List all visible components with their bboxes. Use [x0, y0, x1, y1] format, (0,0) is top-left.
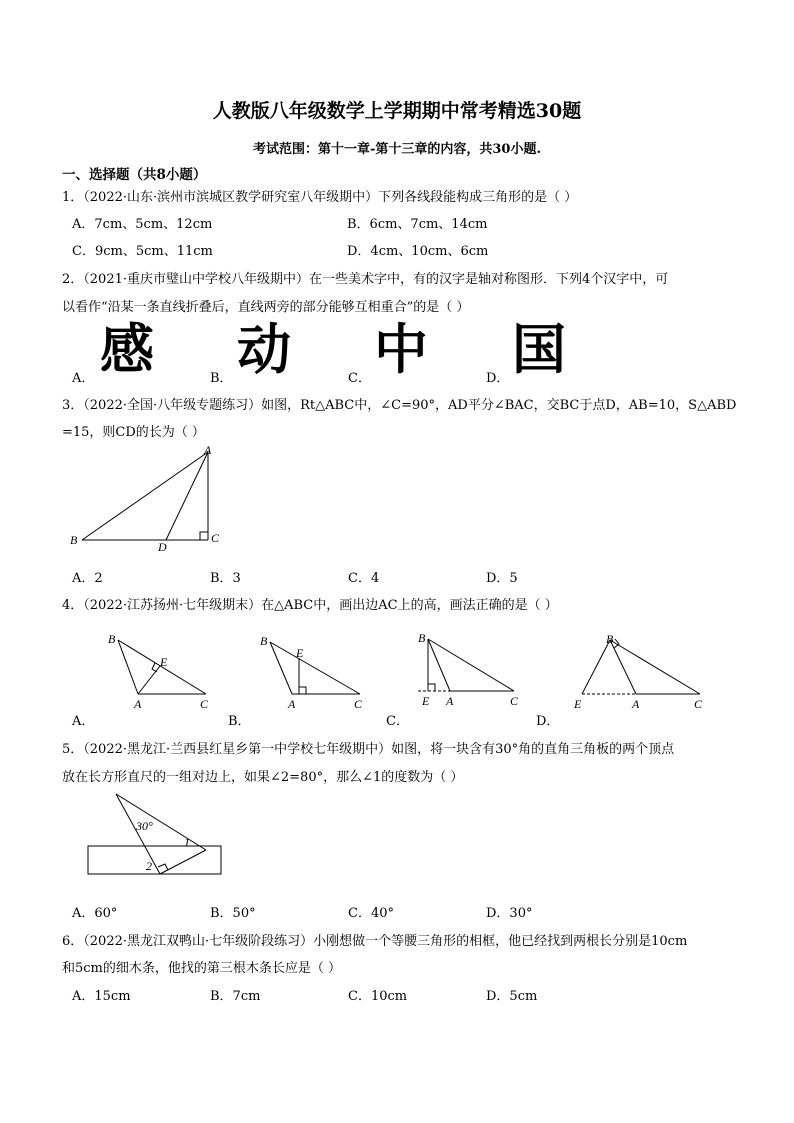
q2-char-b: 动 — [237, 318, 291, 381]
q4-option-d: D． — [536, 714, 560, 729]
q3-label-a: A — [204, 443, 212, 457]
q4b-label-e: E — [296, 646, 304, 660]
page-title: 人教版八年级数学上学期期中常考精选30题 — [212, 100, 582, 122]
q4d-label-e: E — [574, 697, 582, 711]
q4a-label-c: C — [200, 697, 209, 711]
q1-option-b: B．6cm、7cm、14cm — [347, 217, 488, 232]
q3-option-a: A．2 — [72, 571, 103, 586]
question-3-stem-line2: =15，则CD的长为（ ） — [62, 425, 205, 440]
q2-char-d: 国 — [512, 318, 566, 381]
q4-figure-d — [566, 628, 716, 714]
q4a-label-e: E — [160, 655, 168, 669]
q4-figure-b — [254, 628, 374, 714]
q4-option-a: A． — [72, 714, 95, 729]
q5-option-b: B．50° — [210, 906, 256, 921]
q6-option-b: B．7cm — [210, 989, 261, 1004]
q4d-label-c: C — [694, 697, 703, 711]
q5-option-a: A．60° — [72, 906, 118, 921]
q4c-label-e: E — [422, 694, 430, 708]
q5-label-angle1: 1 — [184, 835, 190, 849]
question-1-stem: 1．（2022·山东·滨州市滨城区教学研究室八年级期中）下列各线段能构成三角形的是（ ） — [62, 190, 578, 205]
q4c-label-c: C — [510, 694, 519, 708]
q6-option-d: D．5cm — [486, 989, 538, 1004]
q1-option-c: C．9cm、5cm、11cm — [72, 244, 213, 259]
q1-option-d: D．4cm、10cm、6cm — [347, 244, 489, 259]
q4c-label-a: A — [446, 694, 454, 708]
q4-option-c: C． — [386, 714, 409, 729]
page-subtitle: 考试范围：第十一章-第十三章的内容，共30小题. — [252, 142, 541, 157]
q5-option-c: C．40° — [348, 906, 394, 921]
q2-option-c: C． — [348, 371, 371, 386]
q2-option-a: A． — [72, 371, 95, 386]
question-6-stem-line2: 和5cm的细木条，他找的第三根木条长应是（ ） — [62, 961, 342, 976]
q4d-label-a: A — [632, 697, 640, 711]
q2-char-c: 中 — [374, 318, 428, 381]
q3-label-b: B — [70, 533, 78, 547]
q4a-label-b: B — [108, 632, 116, 646]
question-4-stem: 4．（2022·江苏扬州·七年级期末）在△ABC中，画出边AC上的高，画法正确的是（ ） — [62, 598, 558, 613]
q4-option-b: B． — [228, 714, 251, 729]
q4b-label-a: A — [288, 697, 296, 711]
question-5-stem-line2: 放在长方形直尺的一组对边上，如果∠2=80°，那么∠1的度数为（ ） — [62, 770, 464, 785]
q6-option-c: C．10cm — [348, 989, 408, 1004]
q4-figure-c — [410, 625, 530, 711]
q4c-label-b: B — [418, 631, 426, 645]
question-2-stem-line1: 2．（2021·重庆市璧山中学校八年级期中）在一些美术字中，有的汉字是轴对称图形．下列4个汉字中，可 — [62, 272, 669, 287]
q5-ruler-triangle-figure — [80, 790, 230, 885]
q3-label-c: C — [211, 531, 220, 545]
q2-char-a: 感 — [100, 318, 154, 381]
question-5-stem-line1: 5．（2022·黑龙江·兰西县红星乡第一中学校七年级期中）如图，将一块含有30°角的直角三角板的两个顶点 — [62, 742, 675, 757]
q1-option-a: A．7cm、5cm、12cm — [72, 217, 213, 232]
q2-option-b: B． — [210, 371, 233, 386]
q2-option-d: D． — [486, 371, 510, 386]
q3-option-c: C．4 — [348, 571, 380, 586]
q5-label-30: 30° — [136, 819, 153, 833]
q6-option-a: A．15cm — [72, 989, 131, 1004]
q4-figure-a — [100, 628, 220, 714]
q4d-label-b: B — [606, 632, 614, 646]
q3-option-d: D．5 — [486, 571, 518, 586]
question-3-stem-line1: 3．（2022·全国·八年级专题练习）如图，Rt△ABC中，∠C=90°，AD平分∠BAC，交BC于点D，AB=10，S△ABD — [62, 398, 737, 413]
q3-label-d: D — [158, 540, 167, 554]
q4b-label-c: C — [354, 697, 363, 711]
q4a-label-a: A — [134, 697, 142, 711]
question-6-stem-line1: 6．（2022·黑龙江双鸭山·七年级阶段练习）小刚想做一个等腰三角形的相框，他已经找到两根长分别是10cm — [62, 934, 688, 949]
q4b-label-b: B — [260, 634, 268, 648]
q3-option-b: B．3 — [210, 571, 241, 586]
section-heading: 一、选择题（共8小题） — [62, 167, 207, 183]
q5-option-d: D．30° — [486, 906, 533, 921]
question-2-stem-line2: 以看作“沿某一条直线折叠后，直线两旁的部分能够互相重合”的是（ ） — [62, 300, 470, 315]
q5-label-angle2: 2 — [146, 859, 152, 873]
q3-triangle-figure — [62, 440, 232, 555]
